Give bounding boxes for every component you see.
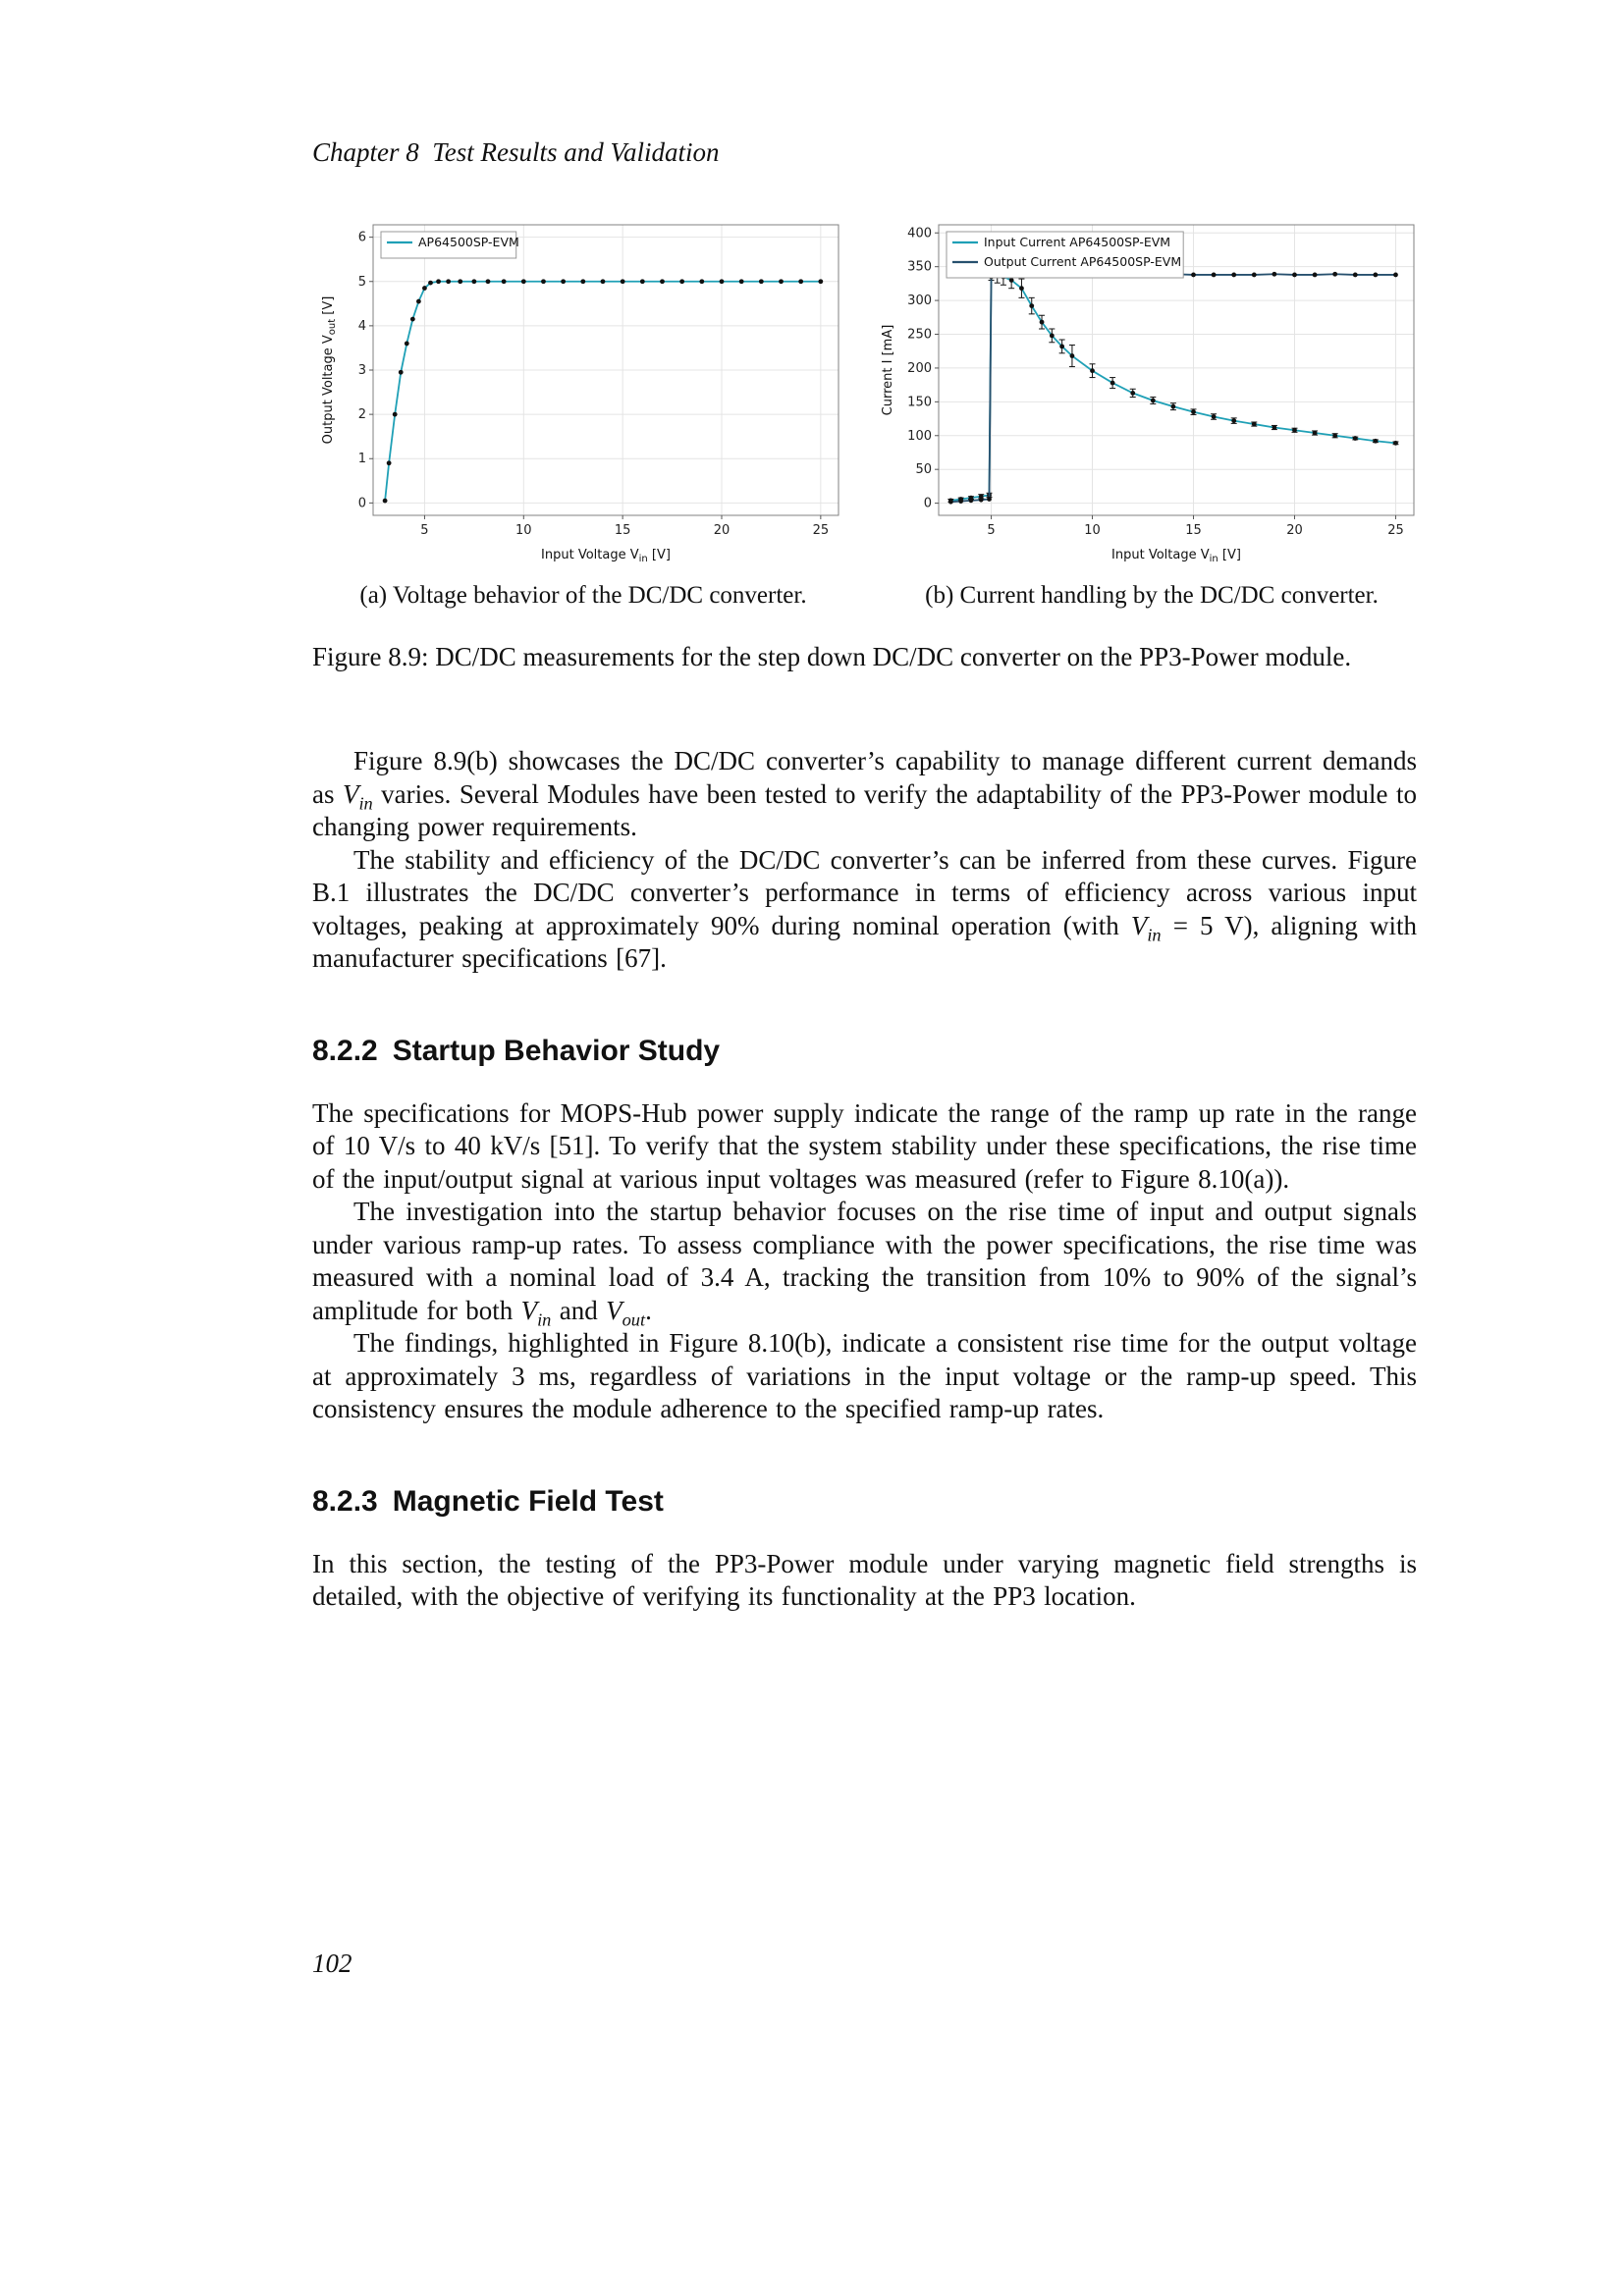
figure-caption: Figure 8.9: DC/DC measurements for the step down DC/DC converter on the PP3-Power module. xyxy=(312,642,1352,671)
svg-text:25: 25 xyxy=(1387,523,1404,538)
svg-text:350: 350 xyxy=(907,259,932,275)
svg-text:20: 20 xyxy=(713,523,731,538)
paragraph: In this section, the testing of the PP3-Power module under varying magnetic field strengths is detailed, with the objective of verifying its functionality at the PP3 location. xyxy=(312,1548,1417,1611)
svg-text:150: 150 xyxy=(907,395,932,410)
figure-8-9 xyxy=(318,213,1417,610)
svg-text:20: 20 xyxy=(1286,523,1303,538)
svg-text:0: 0 xyxy=(357,496,366,511)
subfigure-b xyxy=(878,213,1426,610)
subfigure-a-caption: (a) Voltage behavior of the DC/DC converter. xyxy=(359,582,807,609)
paragraph: Figure 8.9(b) showcases the DC/DC converter’s capability to manage different current demands as $V_{in}$ varies. Several Modules have been tested to verify the adaptability of the PP3-Power module to changing power requirements. xyxy=(312,746,1417,841)
svg-text:5: 5 xyxy=(420,523,429,538)
svg-text:300: 300 xyxy=(907,294,932,309)
svg-text:10: 10 xyxy=(515,523,532,538)
svg-text:250: 250 xyxy=(907,327,932,343)
subfigure-b-caption: (b) Current handling by the DC/DC converter. xyxy=(925,582,1379,609)
svg-text:1: 1 xyxy=(357,452,366,467)
svg-text:Current I [mA]: Current I [mA] xyxy=(881,324,895,416)
svg-text:6: 6 xyxy=(357,230,366,245)
svg-text:0: 0 xyxy=(923,496,932,511)
subfigure-a xyxy=(318,213,848,610)
section-heading-823: 8.2.3 Magnetic Field Test xyxy=(312,1484,664,1518)
paragraph: The stability and efficiency of the DC/DC converter’s can be inferred from these curves. Figure B.1 illustrates the DC/DC converter’s performance in terms of efficiency across various input voltages, peaking at approximately 90% during nominal operation (with $V_{in} = 5$ V), aligning with manufacturer specifications [67]. xyxy=(312,844,1417,973)
svg-text:100: 100 xyxy=(907,428,932,444)
svg-text:Input Voltage Vin [V]: Input Voltage $V_{in}$ [V] xyxy=(541,548,671,564)
svg-text:5: 5 xyxy=(987,523,996,538)
svg-text:5: 5 xyxy=(357,274,366,290)
chapter-running-header: Chapter 8 Test Results and Validation xyxy=(312,137,720,167)
svg-text:Input Voltage Vin [V]: Input Voltage $V_{in}$ [V] xyxy=(1111,548,1241,564)
svg-text:15: 15 xyxy=(1185,523,1202,538)
voltage-chart xyxy=(318,213,848,568)
paragraph: The specifications for MOPS-Hub power supply indicate the range of the ramp up rate in the range of 10 V/s to 40 kV/s [51]. To verify that the system stability under these specifications, the rise time of the input/output signal at various input voltages was measured (refer to Figure 8.10(a)). xyxy=(312,1097,1417,1194)
svg-text:15: 15 xyxy=(614,523,631,538)
svg-text:Input Current AP64500SP-EVM: Input Current AP64500SP-EVM xyxy=(984,235,1171,249)
svg-text:2: 2 xyxy=(357,407,366,423)
svg-text:400: 400 xyxy=(907,226,932,241)
svg-text:3: 3 xyxy=(357,363,366,378)
svg-text:4: 4 xyxy=(357,318,366,334)
svg-text:200: 200 xyxy=(907,360,932,376)
svg-text:AP64500SP-EVM: AP64500SP-EVM xyxy=(418,235,519,249)
svg-text:Output Current AP64500SP-EVM: Output Current AP64500SP-EVM xyxy=(984,254,1182,269)
svg-text:25: 25 xyxy=(812,523,830,538)
paragraph: The investigation into the startup behavior focuses on the rise time of input and output signals under various ramp-up rates. To assess compliance with the power specifications, the rise time was measured with a nominal load of 3.4 A, tracking the transition from 10% to 90% of the signal’s amplitude for both $V_{in}$ and $V_{out}$. xyxy=(312,1197,1417,1329)
page-number: 102 xyxy=(312,1949,352,1978)
section-heading-822: 8.2.2 Startup Behavior Study xyxy=(312,1034,721,1067)
svg-text:50: 50 xyxy=(915,462,932,478)
paragraph: The findings, highlighted in Figure 8.10(b), indicate a consistent rise time for the output voltage at approximately 3 ms, regardless of variations in the input voltage or the ramp-up speed. This consistency ensures the module adherence to the specified ramp-up rates. xyxy=(312,1328,1417,1423)
svg-text:10: 10 xyxy=(1084,523,1101,538)
current-chart xyxy=(878,213,1426,568)
svg-text:Output Voltage Vout [V]: Output Voltage $V_{out}$ [V] xyxy=(321,295,338,445)
